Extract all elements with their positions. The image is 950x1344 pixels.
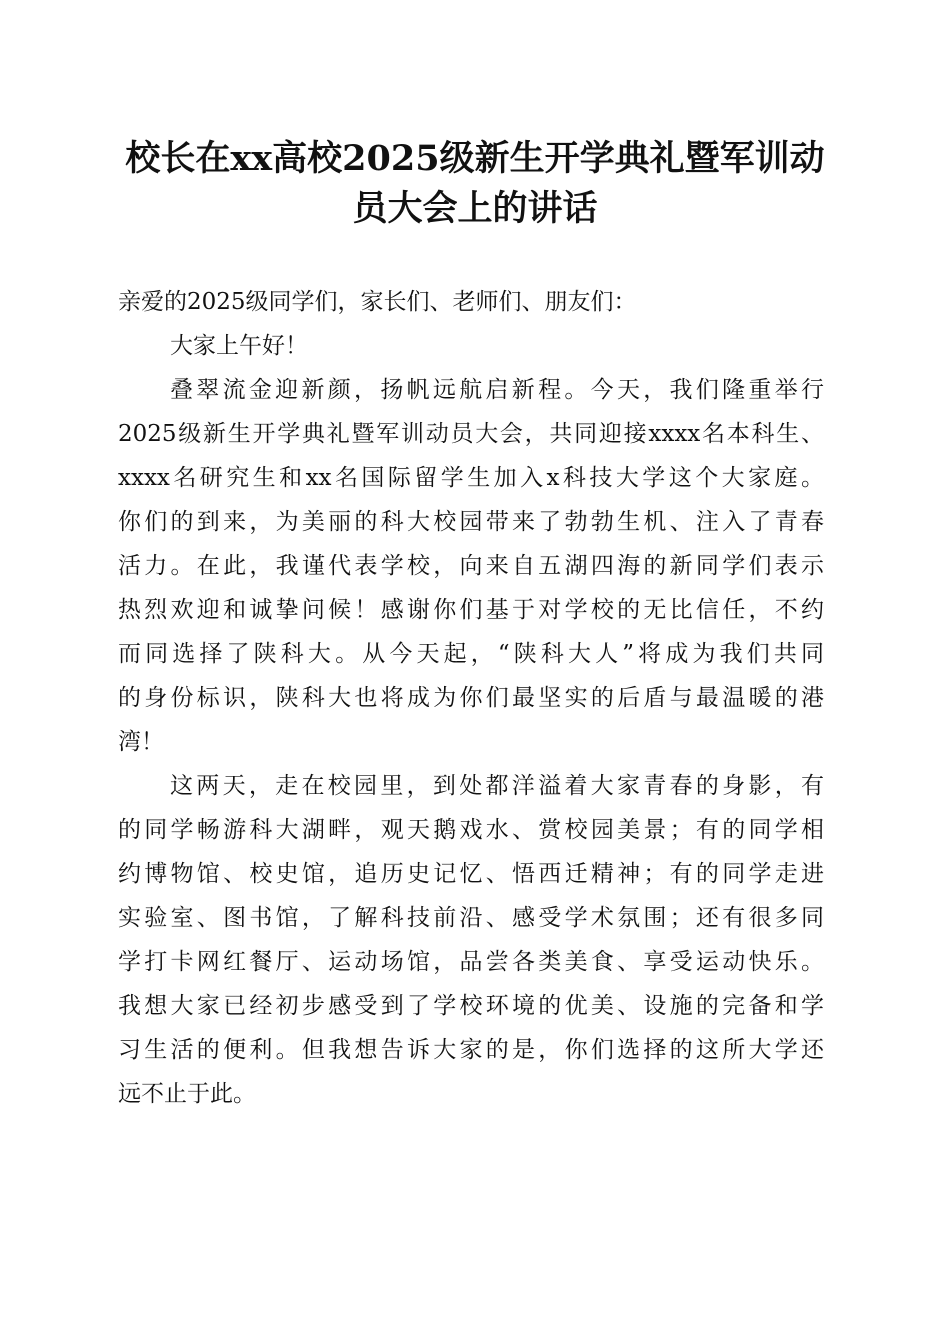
page-title xyxy=(110,134,840,234)
text-line: 热烈欢迎和诚挚问候！感谢你们基于对学校的无比信任，不约 xyxy=(118,597,824,623)
text-line: 习生活的便利。但我想告诉大家的是，你们选择的这所大学还 xyxy=(118,1037,824,1063)
text-line: 你们的到来，为美丽的科大校园带来了勃勃生机、注入了青春 xyxy=(118,509,824,535)
text-line: 的同学畅游科大湖畔，观天鹅戏水、赏校园美景；有的同学相 xyxy=(118,817,824,843)
text-line: xxxx名研究生和xx名国际留学生加入x科技大学这个大家庭。 xyxy=(118,465,824,491)
text-line: 远不止于此。 xyxy=(118,1081,256,1107)
greeting-paragraph xyxy=(118,324,824,368)
body-paragraph xyxy=(118,764,824,1116)
text-line: 我想大家已经初步感受到了学校环境的优美、设施的完备和学 xyxy=(118,993,824,1019)
body-paragraph xyxy=(118,368,824,764)
text-line: 约博物馆、校史馆，追历史记忆、悟西迁精神；有的同学走进 xyxy=(118,861,824,887)
text-line: 活力。在此，我谨代表学校，向来自五湖四海的新同学们表示 xyxy=(118,553,824,579)
text-line: 大家上午好！ xyxy=(170,333,308,359)
text-line: 实验室、图书馆，了解科技前沿、感受学术氛围；还有很多同 xyxy=(118,905,824,931)
text-line: 亲爱的2025级同学们，家长们、老师们、朋友们： xyxy=(118,289,637,315)
title-line: 校长在xx高校2025级新生开学典礼暨军训动 xyxy=(125,138,825,179)
text-line: 叠翠流金迎新颜，扬帆远航启新程。今天，我们隆重举行 xyxy=(170,377,824,403)
text-line: 而同选择了陕科大。从今天起，“陕科大人”将成为我们共同 xyxy=(118,641,824,667)
text-line: 这两天，走在校园里，到处都洋溢着大家青春的身影，有 xyxy=(170,773,824,799)
document-body xyxy=(118,280,824,1116)
text-line: 2025级新生开学典礼暨军训动员大会，共同迎接xxxx名本科生、 xyxy=(118,421,824,447)
text-line: 学打卡网红餐厅、运动场馆，品尝各类美食、享受运动快乐。 xyxy=(118,949,824,975)
title-line: 员大会上的讲话 xyxy=(352,188,598,229)
text-line: 的身份标识，陕科大也将成为你们最坚实的后盾与最温暖的港 xyxy=(118,685,824,711)
text-line: 湾！ xyxy=(118,729,164,755)
salutation-paragraph xyxy=(118,280,824,324)
